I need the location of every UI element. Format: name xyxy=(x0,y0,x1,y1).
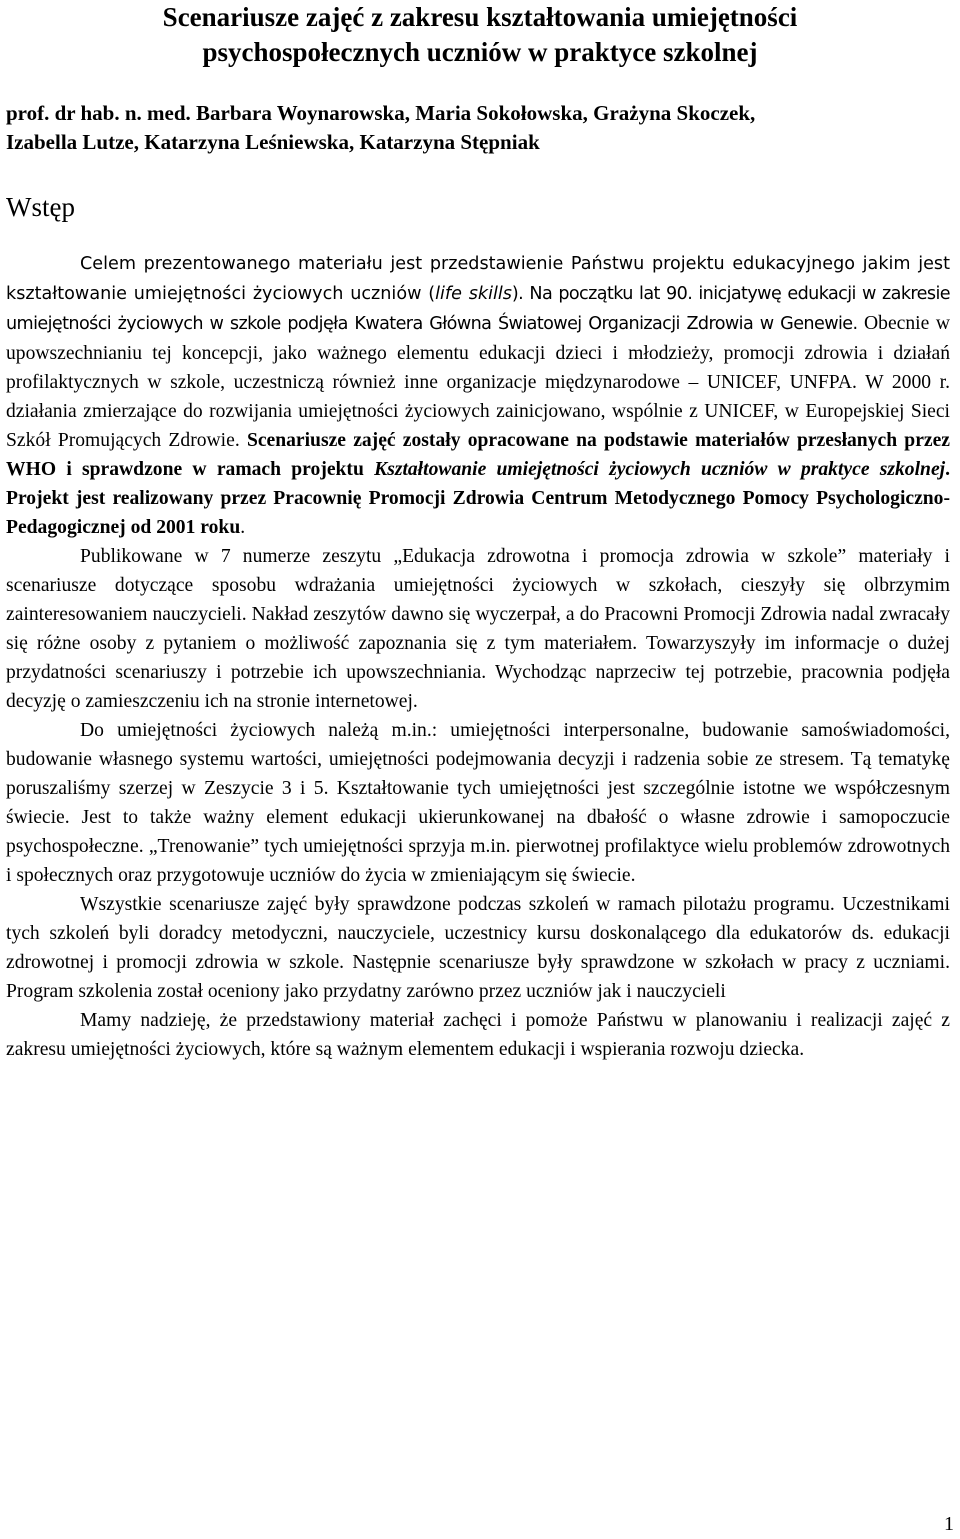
authors-line-2: Izabella Lutze, Katarzyna Leśniewska, Katarzyna Stępniak xyxy=(6,130,540,154)
document-title xyxy=(0,0,960,70)
paragraph-1-bold-1: Scenariusze zajęć zostały opracowane na podstawie materiałów przesłanych przez WHO i sprawdzone w ramach projektu xyxy=(6,430,950,480)
paragraph-3: Do umiejętności życiowych należą m.in.: umiejętności interpersonalne, budowanie samoświadomości, budowanie własnego systemu wartości, umiejętności podejmowania decyzji i radzenia sobie ze stresem. Tą tematykę poruszaliśmy szerzej w Zeszycie 3 i 5. Kształtowanie tych umiejętności jest szczególnie istotne we współczesnym świecie. Jest to także ważny element edukacji ukierunkowanej na dbałość o własne zdrowie i samopoczucie psychospołeczne. „Trenowanie” tych umiejętności sprzyja m.in. pierwotnej profilaktyce wielu problemów zdrowotnych i społecznych oraz przygotowuje uczniów do życia w zmieniającym się świecie. xyxy=(6,720,950,886)
project-title: Kształtowanie umiejętności życiowych uczniów w praktyce szkolnej xyxy=(374,459,946,480)
paragraph-4: Wszystkie scenariusze zajęć były sprawdzone podczas szkoleń w ramach pilotażu programu. Uczestnikami tych szkoleń byli doradcy metodyczni, nauczyciele, uczestnicy kursu doskonalącego dla edukatorów ds. edukacji zdrowotnej i promocji zdrowia w szkole. Następnie scenariusze były sprawdzone w szkołach w pracy z uczniami. Program szkolenia został oceniony jako przydatny zarówno przez uczniów jak i nauczycieli xyxy=(6,894,950,1002)
paragraph-2: Publikowane w 7 numerze zeszytu „Edukacja zdrowotna i promocja zdrowia w szkole” materiały i scenariusze dotyczące sposobu wdrażania umiejętności życiowych w szkołach, cieszyły się olbrzymim zainteresowaniem nauczycieli. Nakład zeszytów dawno się wyczerpał, a do Pracowni Promocji Zdrowia nadal zwracały się różne osoby z pytaniem o możliwość zapoznania się z tym materiałem. Towarzyszyły im informacje o dużej przydatności scenariuszy i potrzebie ich upowszechniania. Wychodząc naprzeciw tej potrzebie, pracownia podjęła decyzję o zamieszczeniu ich na stronie internetowej. xyxy=(6,546,950,712)
section-heading: Wstęp xyxy=(6,192,75,222)
paragraph-1-bold-2: . Projekt jest realizowany przez Pracownię Promocji Zdrowia Centrum Metodycznego Pomocy Psychologiczno-Pedagogicznej od 2001 roku xyxy=(6,459,950,538)
page-number: 1 xyxy=(944,1513,954,1535)
authors-line-1: prof. dr hab. n. med. Barbara Woynarowska, Maria Sokołowska, Grażyna Skoczek, xyxy=(6,101,756,125)
paragraph-1-sentence-1: Celem prezentowanego materiału jest przedstawienie Państwu projektu edukacyjnego jakim jest kształtowanie umiejętności życiowych uczniów ( xyxy=(6,254,950,304)
authors xyxy=(6,99,956,157)
paragraph-5: Mamy nadzieję, że przedstawiony materiał zachęci i pomoże Państwu w planowaniu i realizacji zajęć z zakresu umiejętności życiowych, które są ważnym elementem edukacji i wspierania rozwoju dziecka. xyxy=(6,1010,950,1060)
title-line-2: psychospołecznych uczniów w praktyce szkolnej xyxy=(202,37,758,67)
life-skills-term: life skills xyxy=(435,284,512,304)
paragraph-1 xyxy=(6,249,950,542)
document-body xyxy=(6,249,950,1064)
paragraph-1-sentence-3: Obecnie w upowszechnianiu tej koncepcji, jako ważnego elementu edukacji dzieci i młodzieży, promocji zdrowia i działań profilaktycznych w szkole, uczestniczą również inne organizacje międzynarodowe – UNICEF, UNFPA. W 2000 r. działania zmierzające do rozwijania umiejętności życiowych zainicjowano, wspólnie z UNICEF, w Europejskiej Sieci Szkół Promujących Zdrowie. xyxy=(6,313,950,451)
paragraph-1-sentence-2: ). Na początku lat 90. inicjatywę edukacji w zakresie umiejętności życiowych w szkole podjęła Kwatera Główna Światowej Organizacji Zdrowia w Genewie. xyxy=(6,284,950,334)
title-line-1: Scenariusze zajęć z zakresu kształtowania umiejętności xyxy=(162,2,798,32)
paragraph-1-end: . xyxy=(240,517,246,538)
